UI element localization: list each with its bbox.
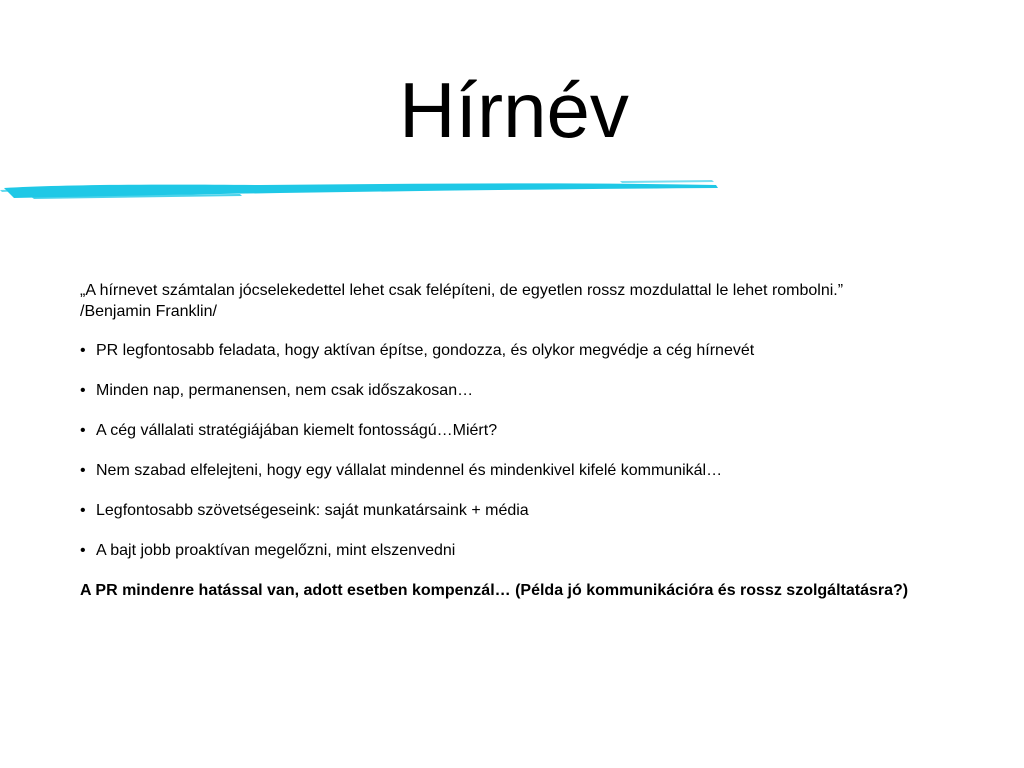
bullet-icon: • — [80, 342, 86, 359]
conclusion-text: A PR mindenre hatással van, adott esetben kompenzál… (Példa jó kommunikációra és rossz szolgáltatásra?) — [80, 582, 909, 599]
bullet-icon: • — [80, 382, 86, 399]
bullet-text: Nem szabad elfelejteni, hogy egy vállalat mindennel és mindenkivel kifelé kommunikál… — [96, 462, 723, 479]
bullet-text: Legfontosabb szövetségeseink: saját munkatársaink + média — [96, 502, 529, 519]
bullet-icon: • — [80, 422, 86, 439]
bullet-text: A cég vállalati stratégiájában kiemelt fontosságú…Miért? — [96, 422, 498, 439]
bullet-icon: • — [80, 542, 86, 559]
bullet-icon: • — [80, 502, 86, 519]
bullet-icon: • — [80, 462, 86, 479]
bullet-text: Minden nap, permanensen, nem csak időszakosan… — [96, 382, 474, 399]
quote-text: „A hírnevet számtalan jócselekedettel lehet csak felépíteni, de egyetlen rossz mozdulattal le lehet rombolni.” — [80, 282, 844, 299]
bullet-item — [80, 500, 960, 521]
brush-stroke-divider — [0, 176, 730, 204]
bullet-item — [80, 340, 960, 361]
quote-author: /Benjamin Franklin/ — [80, 303, 217, 320]
bullet-item — [80, 380, 960, 401]
bullet-item — [80, 460, 960, 481]
slide-title: Hírnév — [399, 66, 629, 154]
bullet-text: A bajt jobb proaktívan megelőzni, mint elszenvedni — [96, 542, 456, 559]
bullet-item — [80, 420, 960, 441]
franklin-quote — [80, 280, 960, 322]
bullet-item — [80, 540, 960, 561]
bullet-list — [80, 340, 960, 561]
bullet-text: PR legfontosabb feladata, hogy aktívan építse, gondozza, és olykor megvédje a cég hírnevét — [96, 342, 755, 359]
slide-content — [80, 280, 960, 601]
